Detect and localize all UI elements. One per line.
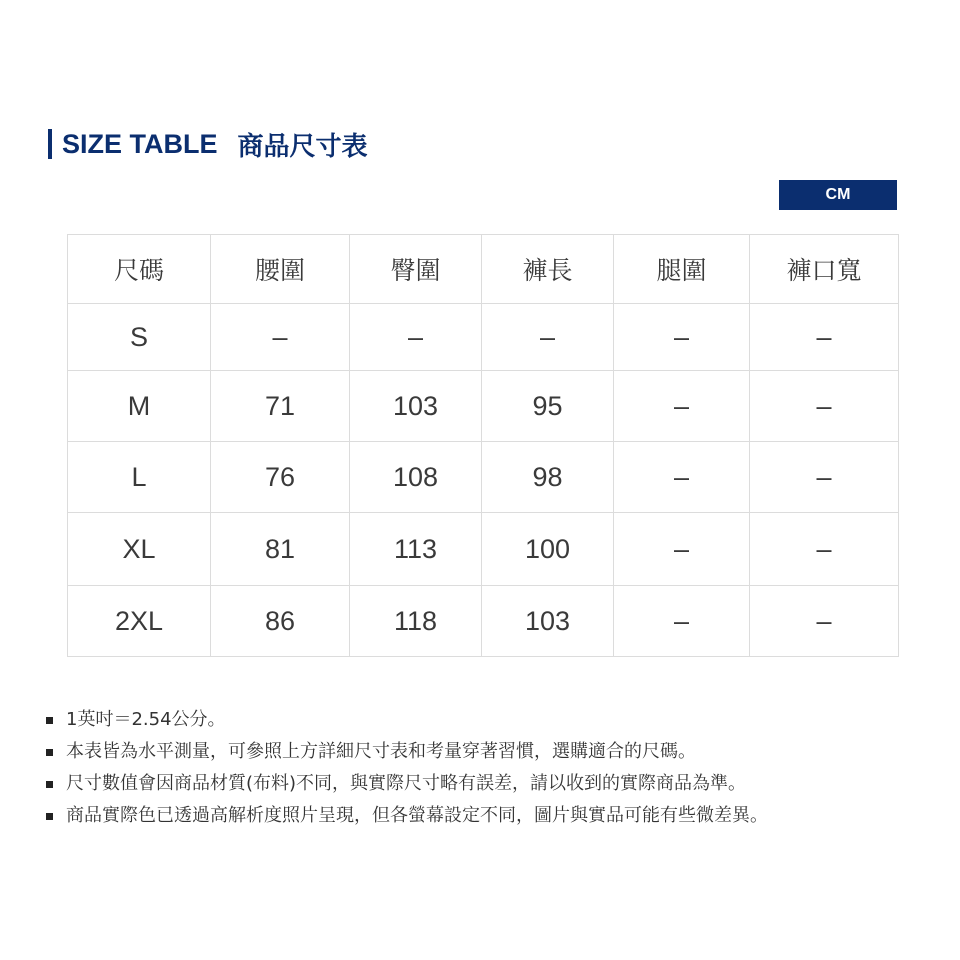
table-row bbox=[68, 442, 899, 513]
note-text: 1英吋＝2.54公分。 bbox=[66, 709, 226, 730]
cell-hem-width: – bbox=[750, 371, 899, 442]
cell-waist: – bbox=[211, 304, 350, 371]
cell-size: S bbox=[68, 304, 211, 371]
square-bullet-icon bbox=[46, 781, 53, 788]
cell-length: 98 bbox=[482, 442, 614, 513]
cell-length: 100 bbox=[482, 513, 614, 586]
header-size: 尺碼 bbox=[68, 235, 211, 304]
list-item bbox=[46, 704, 768, 736]
header-hem-width: 褲口寬 bbox=[750, 235, 899, 304]
list-item bbox=[46, 800, 768, 832]
cell-thigh: – bbox=[614, 371, 750, 442]
header-hip: 臀圍 bbox=[350, 235, 482, 304]
square-bullet-icon bbox=[46, 813, 53, 820]
table-row bbox=[68, 513, 899, 586]
cell-hip: 103 bbox=[350, 371, 482, 442]
note-text: 尺寸數值會因商品材質(布料)不同，與實際尺寸略有誤差，請以收到的實際商品為準。 bbox=[66, 773, 747, 794]
cell-hip: 118 bbox=[350, 586, 482, 657]
header-thigh: 腿圍 bbox=[614, 235, 750, 304]
note-text: 本表皆為水平測量，可參照上方詳細尺寸表和考量穿著習慣，選購適合的尺碼。 bbox=[66, 741, 696, 762]
title-accent-bar bbox=[48, 129, 52, 159]
cell-waist: 76 bbox=[211, 442, 350, 513]
cell-size: M bbox=[68, 371, 211, 442]
table-header-row bbox=[68, 235, 899, 304]
cell-size: 2XL bbox=[68, 586, 211, 657]
cell-hem-width: – bbox=[750, 304, 899, 371]
cell-hem-width: – bbox=[750, 586, 899, 657]
cell-thigh: – bbox=[614, 586, 750, 657]
cell-size: L bbox=[68, 442, 211, 513]
list-item bbox=[46, 736, 768, 768]
table-row bbox=[68, 371, 899, 442]
cell-length: – bbox=[482, 304, 614, 371]
cell-length: 103 bbox=[482, 586, 614, 657]
note-text: 商品實際色已透過高解析度照片呈現，但各螢幕設定不同，圖片與實品可能有些微差異。 bbox=[66, 805, 768, 826]
table-row bbox=[68, 304, 899, 371]
cell-length: 95 bbox=[482, 371, 614, 442]
header-length: 褲長 bbox=[482, 235, 614, 304]
cell-hem-width: – bbox=[750, 442, 899, 513]
cell-thigh: – bbox=[614, 304, 750, 371]
size-table bbox=[67, 234, 899, 657]
cell-hem-width: – bbox=[750, 513, 899, 586]
cell-waist: 81 bbox=[211, 513, 350, 586]
square-bullet-icon bbox=[46, 749, 53, 756]
list-item bbox=[46, 768, 768, 800]
square-bullet-icon bbox=[46, 717, 53, 724]
cell-hip: – bbox=[350, 304, 482, 371]
page-title bbox=[48, 128, 368, 160]
title-english: SIZE TABLE bbox=[62, 128, 218, 159]
cell-waist: 86 bbox=[211, 586, 350, 657]
cell-thigh: – bbox=[614, 442, 750, 513]
cell-hip: 108 bbox=[350, 442, 482, 513]
cell-hip: 113 bbox=[350, 513, 482, 586]
title-chinese: 商品尺寸表 bbox=[237, 131, 368, 162]
unit-badge: CM bbox=[779, 180, 897, 210]
notes-list bbox=[46, 704, 768, 832]
cell-thigh: – bbox=[614, 513, 750, 586]
header-waist: 腰圍 bbox=[211, 235, 350, 304]
table-row bbox=[68, 586, 899, 657]
cell-waist: 71 bbox=[211, 371, 350, 442]
cell-size: XL bbox=[68, 513, 211, 586]
